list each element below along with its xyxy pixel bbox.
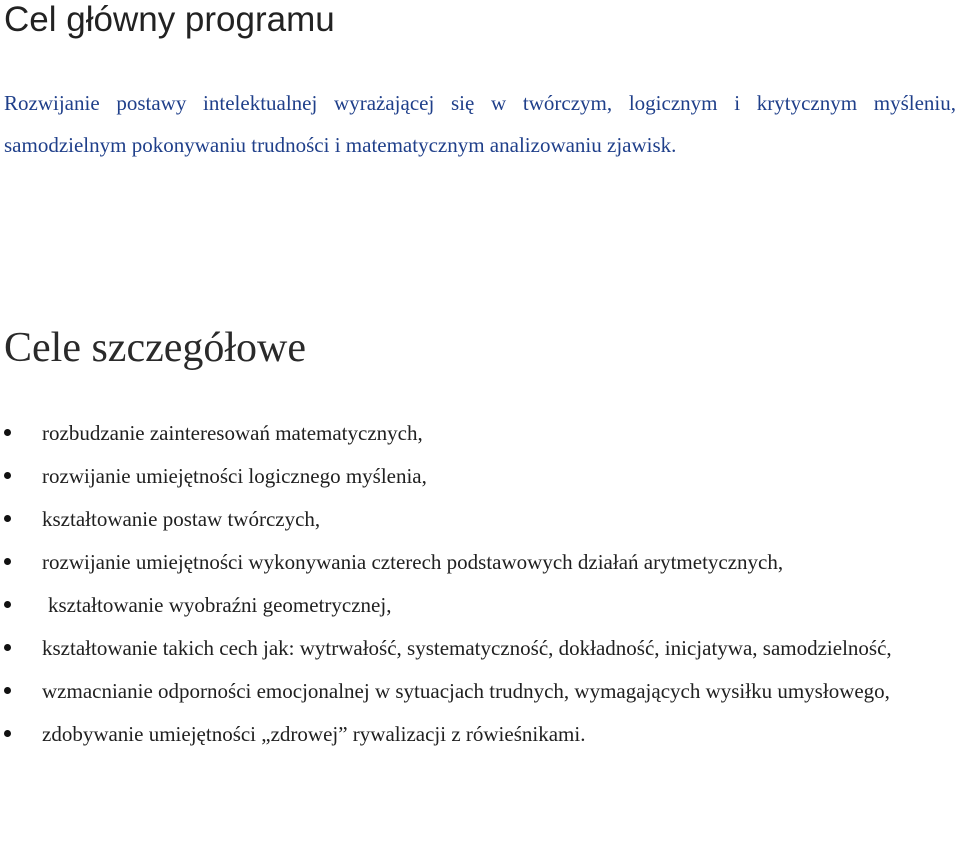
goal-item — [0, 584, 958, 626]
goal-item-label: zdobywanie umiejętności „zdrowej” rywalizacji z rówieśnikami. — [42, 722, 586, 746]
goal-item — [0, 541, 958, 583]
main-goal-heading: Cel główny programu — [4, 0, 335, 39]
bullet-icon — [4, 601, 11, 608]
goal-item — [0, 412, 958, 454]
goal-item-label: kształtowanie takich cech jak: wytrwałość, systematyczność, dokładność, inicjatywa, samodzielność, — [42, 636, 892, 660]
goal-item — [0, 713, 958, 755]
bullet-icon — [4, 472, 11, 479]
bullet-icon — [4, 730, 11, 737]
detailed-goals-heading: Cele szczegółowe — [4, 325, 307, 371]
detailed-goals-list — [0, 412, 958, 756]
bullet-icon — [4, 687, 11, 694]
goal-item-label: rozbudzanie zainteresowań matematycznych, — [42, 421, 423, 445]
main-goal-text: Rozwijanie postawy intelektualnej wyrażającej się w twórczym, logicznym i krytycznym myśleniu, samodzielnym pokonywaniu trudności i matematycznym analizowaniu zjawisk. — [4, 91, 956, 157]
goal-item — [0, 498, 958, 540]
goal-item-label: kształtowanie wyobraźni geometrycznej, — [48, 593, 392, 617]
goal-item — [0, 627, 958, 669]
goal-item — [0, 670, 958, 712]
bullet-icon — [4, 429, 11, 436]
goal-item — [0, 455, 958, 497]
goal-item-label: rozwijanie umiejętności logicznego myślenia, — [42, 464, 427, 488]
goal-item-label: kształtowanie postaw twórczych, — [42, 507, 321, 531]
bullet-icon — [4, 644, 11, 651]
goal-item-label: rozwijanie umiejętności wykonywania czterech podstawowych działań arytmetycznych, — [42, 550, 784, 574]
bullet-icon — [4, 558, 11, 565]
goal-item-label: wzmacnianie odporności emocjonalnej w sytuacjach trudnych, wymagających wysiłku umysłowego, — [42, 679, 890, 703]
bullet-icon — [4, 515, 11, 522]
